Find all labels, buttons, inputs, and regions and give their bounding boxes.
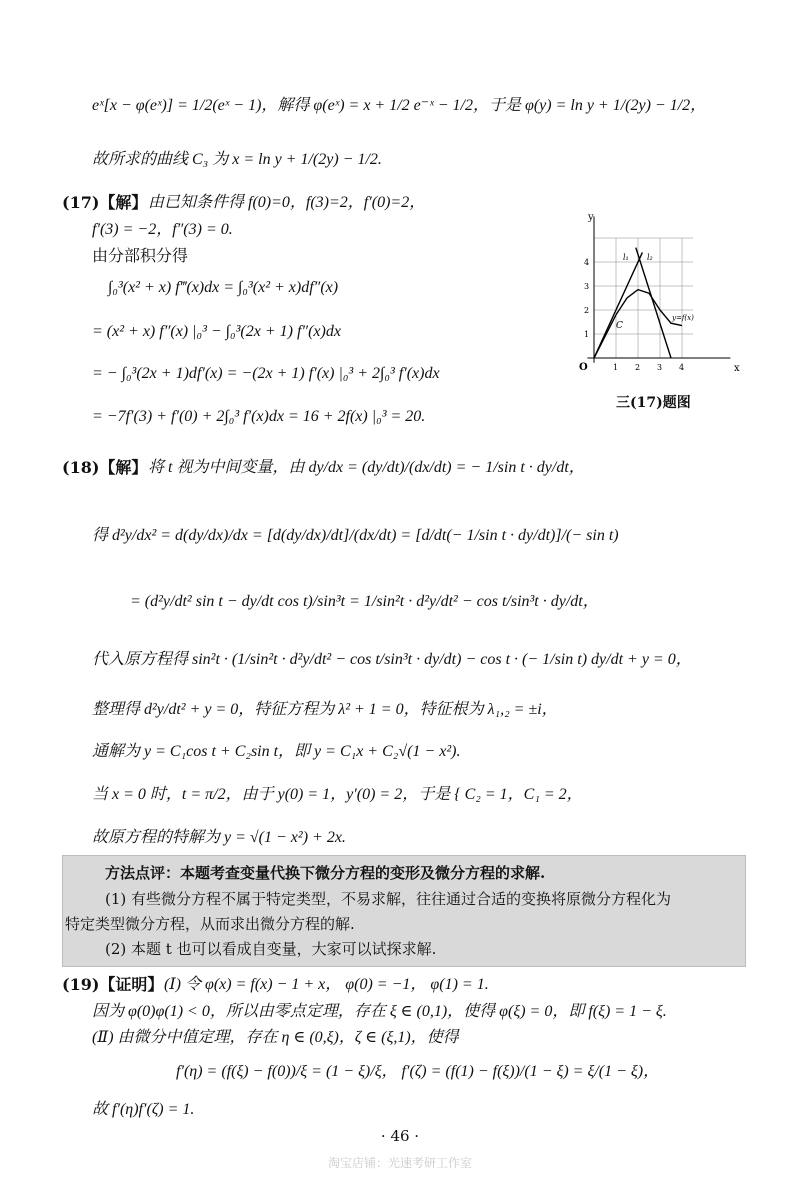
x-tick-label: 2 bbox=[635, 363, 641, 372]
y-axis-label: y bbox=[588, 212, 594, 223]
section-label-17: (17)【解】 bbox=[62, 193, 148, 212]
curve-fx-label: y=f(x) bbox=[672, 314, 694, 322]
curve-c-label: C bbox=[616, 321, 623, 331]
text-line: 因为 φ(0)φ(1) < 0，所以由零点定理，存在 ξ ∈ (0,1)，使得 φ(ξ) = 0，即 f(ξ) = 1 − ξ. bbox=[92, 1003, 667, 1020]
equation-line: 当 x = 0 时，t = π/2，由于 y(0) = 1，y′(0) = 2，于是 { C₂ = 1，C₁ = 2， bbox=[92, 786, 583, 803]
line-l1-label: l₁ bbox=[623, 253, 629, 262]
equation-line: = − ∫₀³(2x + 1)df′(x) = −(2x + 1) f′(x) |₀³ + 2∫₀³ f′(x)dx bbox=[92, 365, 440, 382]
text-line: 由分部积分得 bbox=[92, 246, 189, 265]
equation-line: ∫₀³(x² + x) f‴(x)dx = ∫₀³(x² + x)df″(x) bbox=[108, 279, 339, 296]
series-tangent-line bbox=[636, 248, 671, 358]
note-paragraph: (1) 有些微分方程不属于特定类型，不易求解，往往通过合适的变换将原微分方程化为 bbox=[105, 890, 672, 908]
text-line: 由已知条件得 f(0)=0，f(3)=2，f′(0)=2， bbox=[148, 194, 426, 211]
figure-caption: 三(17)题图 bbox=[616, 395, 691, 411]
equation-line: eˣ[x − φ(eˣ)] = 1/2(eˣ − 1)，解得 φ(eˣ) = x + 1/2 e⁻ˣ − 1/2，于是 φ(y) = ln y + 1/(2y) − 1/2， bbox=[92, 97, 707, 114]
equation-line: 代入原方程得 sin²t · (1/sin²t · d²y/dt² − cos t/sin³t · dy/dt) − cos t · (− 1/sin t) dy/dt + y = 0， bbox=[92, 651, 692, 668]
equation-line: 通解为 y = C₁cos t + C₂sin t，即 y = C₁x + C₂√(1 − x²). bbox=[92, 743, 461, 760]
y-tick-label: 3 bbox=[584, 282, 590, 291]
equation-line: 故所求的曲线 C₃ 为 x = ln y + 1/(2y) − 1/2. bbox=[92, 151, 382, 168]
note-paragraph: (2) 本题 t 也可以看成自变量，大家可以试探求解. bbox=[105, 940, 437, 958]
text-line: 将 t 视为中间变量，由 dy/dx = (dy/dt)/(dx/dt) = − 1/sin t · dy/dt， bbox=[148, 459, 585, 476]
axes bbox=[584, 216, 730, 372]
series-tangent-line bbox=[594, 252, 642, 358]
text-line: (Ⅱ) 由微分中值定理，存在 η ∈ (0,ξ)，ζ ∈ (ξ,1)，使得 bbox=[92, 1029, 459, 1046]
line-l2-label: l₂ bbox=[647, 253, 653, 262]
origin-label: O bbox=[579, 362, 588, 373]
equation-line: f′(η) = (f(ξ) − f(0))/ξ = (1 − ξ)/ξ， f′(ζ) = (f(1) − f(ξ))/(1 − ξ) = ξ/(1 − ξ)， bbox=[176, 1063, 660, 1080]
section-label-18: (18)【解】 bbox=[62, 458, 148, 477]
page-number: · 46 · bbox=[380, 1127, 420, 1145]
equation-line: = (d²y/dt² sin t − dy/dt cos t)/sin³t = 1/sin²t · d²y/dt² − cos t/sin³t · dy/dt， bbox=[130, 593, 599, 610]
equation-line: 得 d²y/dx² = d(dy/dx)/dx = [d(dy/dx)/dt]/(dx/dt) = [d/dt(− 1/sin t · dy/dt)]/(− sin t) bbox=[92, 527, 619, 544]
grid bbox=[594, 238, 693, 358]
equation-line: 故原方程的特解为 y = √(1 − x²) + 2x. bbox=[92, 829, 346, 846]
equation-line: = −7f′(3) + f′(0) + 2∫₀³ f′(x)dx = 16 + 2f(x) |₀³ = 20. bbox=[92, 408, 426, 425]
note-paragraph: 特定类型微分方程，从而求出微分方程的解. bbox=[65, 915, 355, 933]
x-tick-label: 3 bbox=[657, 363, 663, 372]
y-tick-label: 4 bbox=[584, 258, 590, 267]
x-tick-label: 1 bbox=[613, 363, 619, 372]
method-note-box bbox=[62, 855, 746, 967]
x-tick-label: 4 bbox=[679, 363, 685, 372]
y-tick-label: 1 bbox=[584, 330, 590, 339]
watermark: 淘宝店铺：光速考研工作室 bbox=[327, 1156, 472, 1170]
note-title: 方法点评：本题考查变量代换下微分方程的变形及微分方程的求解. bbox=[105, 864, 546, 882]
x-axis-label: x bbox=[734, 363, 740, 374]
equation-line: 整理得 d²y/dt² + y = 0，特征方程为 λ² + 1 = 0，特征根为 λ₁,₂ = ±i， bbox=[92, 701, 558, 718]
text-line: f′(3) = −2，f″(3) = 0. bbox=[92, 221, 233, 238]
y-tick-label: 2 bbox=[584, 306, 590, 315]
equation-line: = (x² + x) f″(x) |₀³ − ∫₀³(2x + 1) f″(x)dx bbox=[92, 323, 341, 340]
figure-17 bbox=[574, 208, 744, 408]
section-label-19: (19)【证明】 bbox=[62, 975, 164, 994]
text-line: 故 f′(η)f′(ζ) = 1. bbox=[92, 1101, 195, 1118]
text-line: (Ⅰ) 令 φ(x) = f(x) − 1 + x， φ(0) = −1， φ(1) = 1. bbox=[164, 976, 489, 993]
